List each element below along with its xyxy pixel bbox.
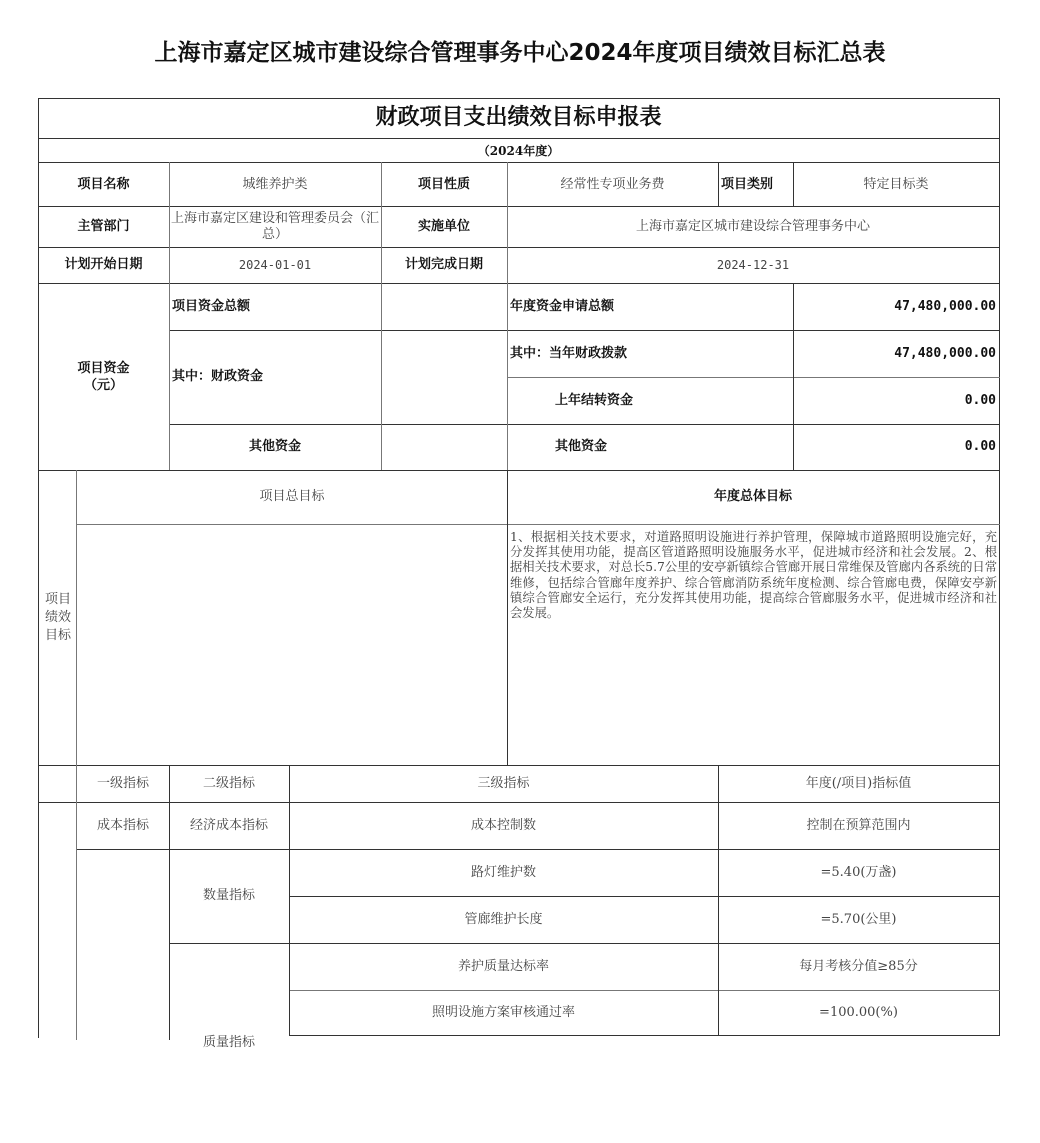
grid-line (169, 765, 170, 1040)
indicator-level2-quantity: 数量指标 (202, 888, 255, 903)
grid-line (718, 765, 719, 1036)
grid-line (507, 377, 1000, 378)
current-fiscal-value: 47,480,000.00 (894, 345, 996, 361)
header-value: 年度(/项目)指标值 (805, 775, 912, 791)
grid-line (793, 162, 794, 206)
annual-total-value: 47,480,000.00 (894, 298, 996, 314)
project-nature-label: 项目性质 (417, 176, 470, 192)
carryover-label: 上年结转资金 (555, 392, 634, 408)
annual-other-value: 0.00 (964, 439, 996, 454)
indicator-value: =5.70(公里) (820, 911, 897, 927)
project-category-value: 特定目标类 (863, 176, 929, 192)
grid-line (289, 990, 1000, 991)
grid-line (77, 524, 1000, 525)
end-date-label: 计划完成日期 (404, 257, 483, 272)
dept-value: 上海市嘉定区建设和管理委员会（汇总） (170, 210, 379, 242)
annual-goal-label: 年度总体目标 (713, 489, 792, 504)
grid-line (793, 283, 794, 470)
document-title: 上海市嘉定区城市建设综合管理事务中心2024年度项目绩效目标汇总表 (154, 40, 886, 66)
grid-line (289, 1035, 1000, 1036)
grid-line (169, 943, 1000, 944)
overall-goal-text (77, 524, 507, 765)
project-category-label: 项目类别 (721, 176, 774, 192)
grid-line (38, 283, 1000, 284)
header-level3: 三级指标 (477, 775, 530, 791)
grid-line (76, 470, 77, 1040)
grid-line (507, 162, 508, 470)
grid-line (38, 138, 1000, 139)
overall-goal-label: 项目总目标 (259, 489, 325, 504)
start-date-value: 2024-01-01 (238, 258, 312, 272)
indicator-level2-quality: 质量指标 (202, 1035, 255, 1050)
dept-label: 主管部门 (77, 218, 130, 234)
carryover-value: 0.00 (964, 392, 996, 408)
start-date-label: 计划开始日期 (64, 257, 143, 272)
grid-line (169, 424, 1000, 425)
annual-total-label: 年度资金申请总额 (510, 298, 615, 314)
header-level1: 一级指标 (96, 775, 149, 791)
grid-line (38, 98, 39, 1038)
grid-line (38, 98, 1000, 99)
project-name-label: 项目名称 (77, 176, 130, 192)
grid-line (381, 162, 382, 470)
header-level2: 二级指标 (202, 775, 255, 791)
indicator-value: =5.40(万盏) (820, 864, 897, 880)
grid-line (718, 162, 719, 206)
form-year: （2024年度） (477, 143, 560, 158)
total-funds-value (381, 283, 507, 330)
grid-line (507, 470, 508, 765)
total-funds-label: 项目资金总额 (172, 298, 251, 314)
grid-line (38, 162, 1000, 163)
form-title: 财政项目支出绩效目标申报表 (375, 105, 662, 130)
current-fiscal-label: 其中：当年财政拨款 (510, 345, 628, 361)
grid-line (38, 470, 1000, 471)
goals-section-label: 项目绩效目标 (44, 591, 71, 643)
indicator-value: =100.00(%) (819, 1005, 898, 1020)
indicator-value: 控制在预算范围内 (806, 817, 911, 833)
indicator-level3: 管廊维护长度 (464, 911, 543, 927)
grid-line (38, 206, 1000, 207)
annual-other-label: 其他资金 (555, 439, 608, 454)
indicator-level1: 成本指标 (96, 817, 149, 833)
other-funds-label: 其他资金 (248, 439, 301, 454)
grid-line (38, 247, 1000, 248)
indicator-level3: 照明设施方案审核通过率 (431, 1005, 575, 1020)
grid-line (289, 896, 1000, 897)
other-funds-value (381, 424, 507, 470)
funds-section-label: 项目资金 （元） (77, 360, 130, 393)
project-nature-value: 经常性专项业务费 (560, 176, 665, 192)
grid-line (77, 849, 1000, 850)
annual-goal-text: 1、根据相关技术要求，对道路照明设施进行养护管理，保障城市道路照明设施完好，充分发挥其使用功能，提高区管道路照明设施服务水平，促进城市经济和社会发展。2、根据相关技术要求，对总长5.7公里的安亭新镇综合管廊开展日常维保及管廊内各系统的日常维修，包括综合管廊年度养护、综合管廊消防系统年度检测、综合管廊电费，保障安亭新镇综合管廊安全运行，充分发挥其使用功能，提高综合管廊服务水平，促进城市经济和社会发展。 (510, 530, 997, 621)
impl-unit-value: 上海市嘉定区城市建设综合管理事务中心 (635, 218, 870, 234)
indicator-level3: 成本控制数 (470, 817, 536, 833)
grid-line (38, 765, 1000, 766)
end-date-value: 2024-12-31 (716, 258, 790, 272)
project-name-value: 城维养护类 (242, 176, 308, 192)
grid-line (169, 162, 170, 470)
indicator-level3: 养护质量达标率 (457, 958, 549, 974)
indicator-level3: 路灯维护数 (470, 864, 536, 880)
fiscal-funds-value (381, 330, 507, 424)
fiscal-funds-label: 其中：财政资金 (172, 369, 264, 384)
grid-line (289, 765, 290, 1036)
grid-line (169, 330, 1000, 331)
grid-line (38, 802, 1000, 803)
indicator-level2: 经济成本指标 (189, 817, 268, 833)
indicator-value: 每月考核分值≥85分 (799, 958, 918, 974)
impl-unit-label: 实施单位 (417, 218, 470, 234)
